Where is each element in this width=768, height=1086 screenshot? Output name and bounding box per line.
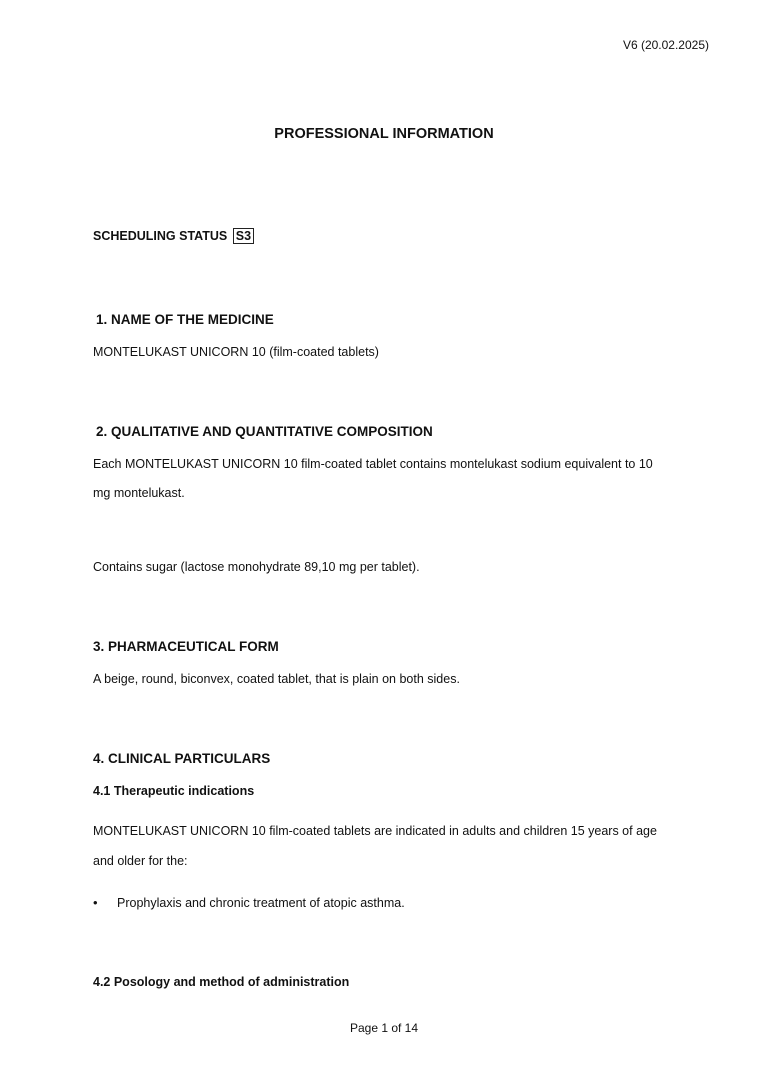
bullet-text: Prophylaxis and chronic treatment of atopic asthma. [117,896,405,910]
section-1-heading: 1. NAME OF THE MEDICINE [96,312,274,327]
section-2-line-2: mg montelukast. [93,486,185,500]
section-3-text: A beige, round, biconvex, coated tablet, that is plain on both sides. [93,672,460,686]
bullet-icon: • [93,895,98,910]
document-title: PROFESSIONAL INFORMATION [274,126,494,142]
section-3-heading: 3. PHARMACEUTICAL FORM [93,639,279,654]
section-4-1-line-1: MONTELUKAST UNICORN 10 film-coated tablets are indicated in adults and children 15 years of age [93,824,657,838]
bullet-list-item [93,894,405,912]
page-number: Page 1 of 14 [349,1021,419,1035]
section-1-text: MONTELUKAST UNICORN 10 (film-coated tablets) [93,345,379,359]
scheduling-status-value: S3 [233,228,254,244]
version-label: V6 (20.02.2025) [622,38,709,52]
section-4-heading: 4. CLINICAL PARTICULARS [93,751,271,766]
section-2-line-3: Contains sugar (lactose monohydrate 89,10 mg per tablet). [93,560,420,574]
section-4-2-heading: 4.2 Posology and method of administration [93,975,350,989]
scheduling-status-label: SCHEDULING STATUS [93,229,228,243]
section-2-heading: 2. QUALITATIVE AND QUANTITATIVE COMPOSITION [96,424,433,439]
scheduling-status [93,229,254,243]
section-4-1-line-2: and older for the: [93,854,188,868]
section-2-line-1: Each MONTELUKAST UNICORN 10 film-coated tablet contains montelukast sodium equivalent to 10 [93,457,653,471]
section-4-1-heading: 4.1 Therapeutic indications [93,784,255,798]
